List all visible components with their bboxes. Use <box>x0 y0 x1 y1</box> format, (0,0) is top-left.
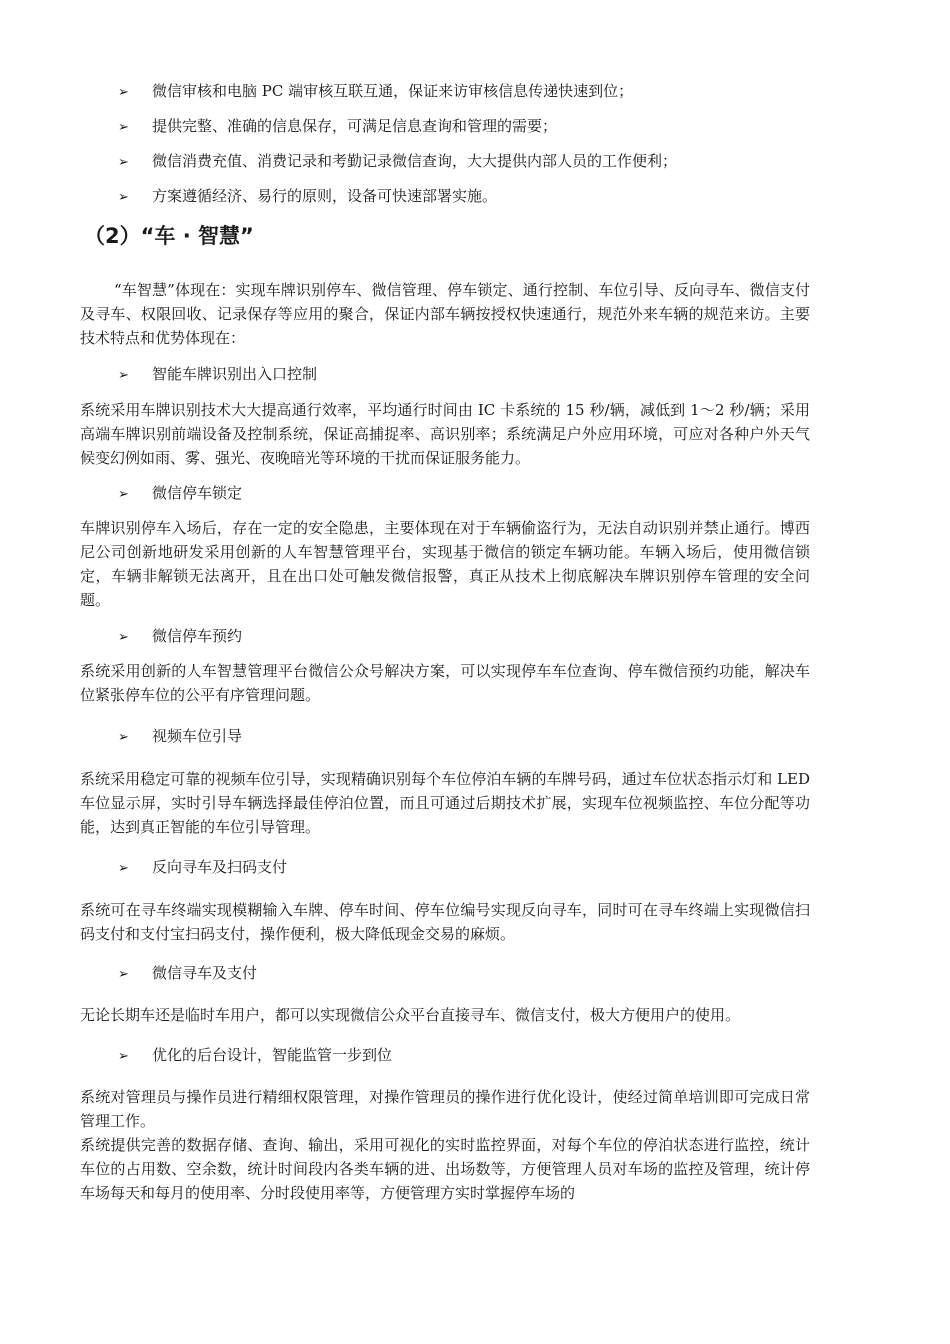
feature-body: 车牌识别停车入场后，存在一定的安全隐患，主要体现在对于车辆偷盗行为，无法自动识别并禁止通行。博西尼公司创新地研发采用创新的人车智慧管理平台，实现基于微信的锁定车辆功能。车辆入场后，使用微信锁定，车辆非解锁无法离开，且在出口处可触发微信报警，真正从技术上彻底解决车牌识别停车管理的安全问题。 <box>80 519 810 609</box>
arrow-bullet-icon: ➢ <box>118 1049 129 1064</box>
feature-body-continued: 系统提供完善的数据存储、查询、输出，采用可视化的实时监控界面，对每个车位的停泊状态进行监控，统计车位的占用数、空余数，统计时间段内各类车辆的进、出场数等，方便管理人员对车场的监控及管理，统计停车场每天和每月的使用率、分时段使用率等，方便管理方实时掌握停车场的 <box>80 1136 810 1202</box>
feature-body: 系统采用车牌识别技术大大提高通行效率，平均通行时间由 IC 卡系统的 15 秒/辆，减低到 1～2 秒/辆；采用高端车牌识别前端设备及控制系统，保证高捕捉率、高识别率；系统满足户外应用环境，可应对各种户外天气候变幻例如雨、雾、强光、夜晚暗光等环境的干扰而保证服务能力。 <box>80 401 810 467</box>
arrow-bullet-icon: ➢ <box>118 730 129 745</box>
feature-body: 系统采用创新的人车智慧管理平台微信公众号解决方案，可以实现停车车位查询、停车微信预约功能，解决车位紧张停车位的公平有序管理问题。 <box>80 662 810 704</box>
feature-title: ➢ 微信寻车及支付 <box>118 962 257 986</box>
feature-body: 系统可在寻车终端实现模糊输入车牌、停车时间、停车位编号实现反向寻车，同时可在寻车终端上实现微信扫码支付和支付宝扫码支付，操作便利，极大降低现金交易的麻烦。 <box>80 901 810 943</box>
feature-title: ➢ 反向寻车及扫码支付 <box>118 856 287 880</box>
feature-title: ➢ 微信停车预约 <box>118 625 242 649</box>
section-heading: （2）“车 · 智慧” <box>84 224 254 248</box>
arrow-bullet-icon: ➢ <box>118 967 129 982</box>
arrow-bullet-icon: ➢ <box>118 861 129 876</box>
feature-body: 系统采用稳定可靠的视频车位引导，实现精确识别每个车位停泊车辆的车牌号码，通过车位状态指示灯和 LED 车位显示屏，实时引导车辆选择最佳停泊位置，而且可通过后期技术扩展，实现车位视频监控、车位分配等功能，达到真正智能的车位引导管理。 <box>80 770 810 836</box>
feature-title: ➢ 智能车牌识别出入口控制 <box>118 363 317 387</box>
bullet-item: ➢ 微信消费充值、消费记录和考勤记录微信查询，大大提供内部人员的工作便利； <box>118 150 677 174</box>
intro-paragraph: “车智慧”体现在：实现车牌识别停车、微信管理、停车锁定、通行控制、车位引导、反向寻车、微信支付及寻车、权限回收、记录保存等应用的聚合，保证内部车辆按授权快速通行，规范外来车辆的规范来访。主要技术特点和优势体现在： <box>80 281 810 347</box>
feature-body: 无论长期车还是临时车用户，都可以实现微信公众平台直接寻车、微信支付，极大方便用户的使用。 <box>80 1006 741 1024</box>
arrow-bullet-icon: ➢ <box>118 85 129 100</box>
arrow-bullet-icon: ➢ <box>118 487 129 502</box>
feature-title: ➢ 视频车位引导 <box>118 725 242 749</box>
bullet-item: ➢ 方案遵循经济、易行的原则，设备可快速部署实施。 <box>118 185 497 209</box>
arrow-bullet-icon: ➢ <box>118 155 129 170</box>
feature-title: ➢ 微信停车锁定 <box>118 482 242 506</box>
feature-body: 系统对管理员与操作员进行精细权限管理，对操作管理员的操作进行优化设计，使经过简单培训即可完成日常管理工作。 <box>80 1088 810 1130</box>
arrow-bullet-icon: ➢ <box>118 120 129 135</box>
arrow-bullet-icon: ➢ <box>118 368 129 383</box>
arrow-bullet-icon: ➢ <box>118 630 129 645</box>
bullet-item: ➢ 提供完整、准确的信息保存，可满足信息查询和管理的需要； <box>118 115 557 139</box>
bullet-item: ➢ 微信审核和电脑 PC 端审核互联互通，保证来访审核信息传递快速到位； <box>118 80 633 104</box>
feature-title: ➢ 优化的后台设计，智能监管一步到位 <box>118 1044 392 1068</box>
arrow-bullet-icon: ➢ <box>118 190 129 205</box>
